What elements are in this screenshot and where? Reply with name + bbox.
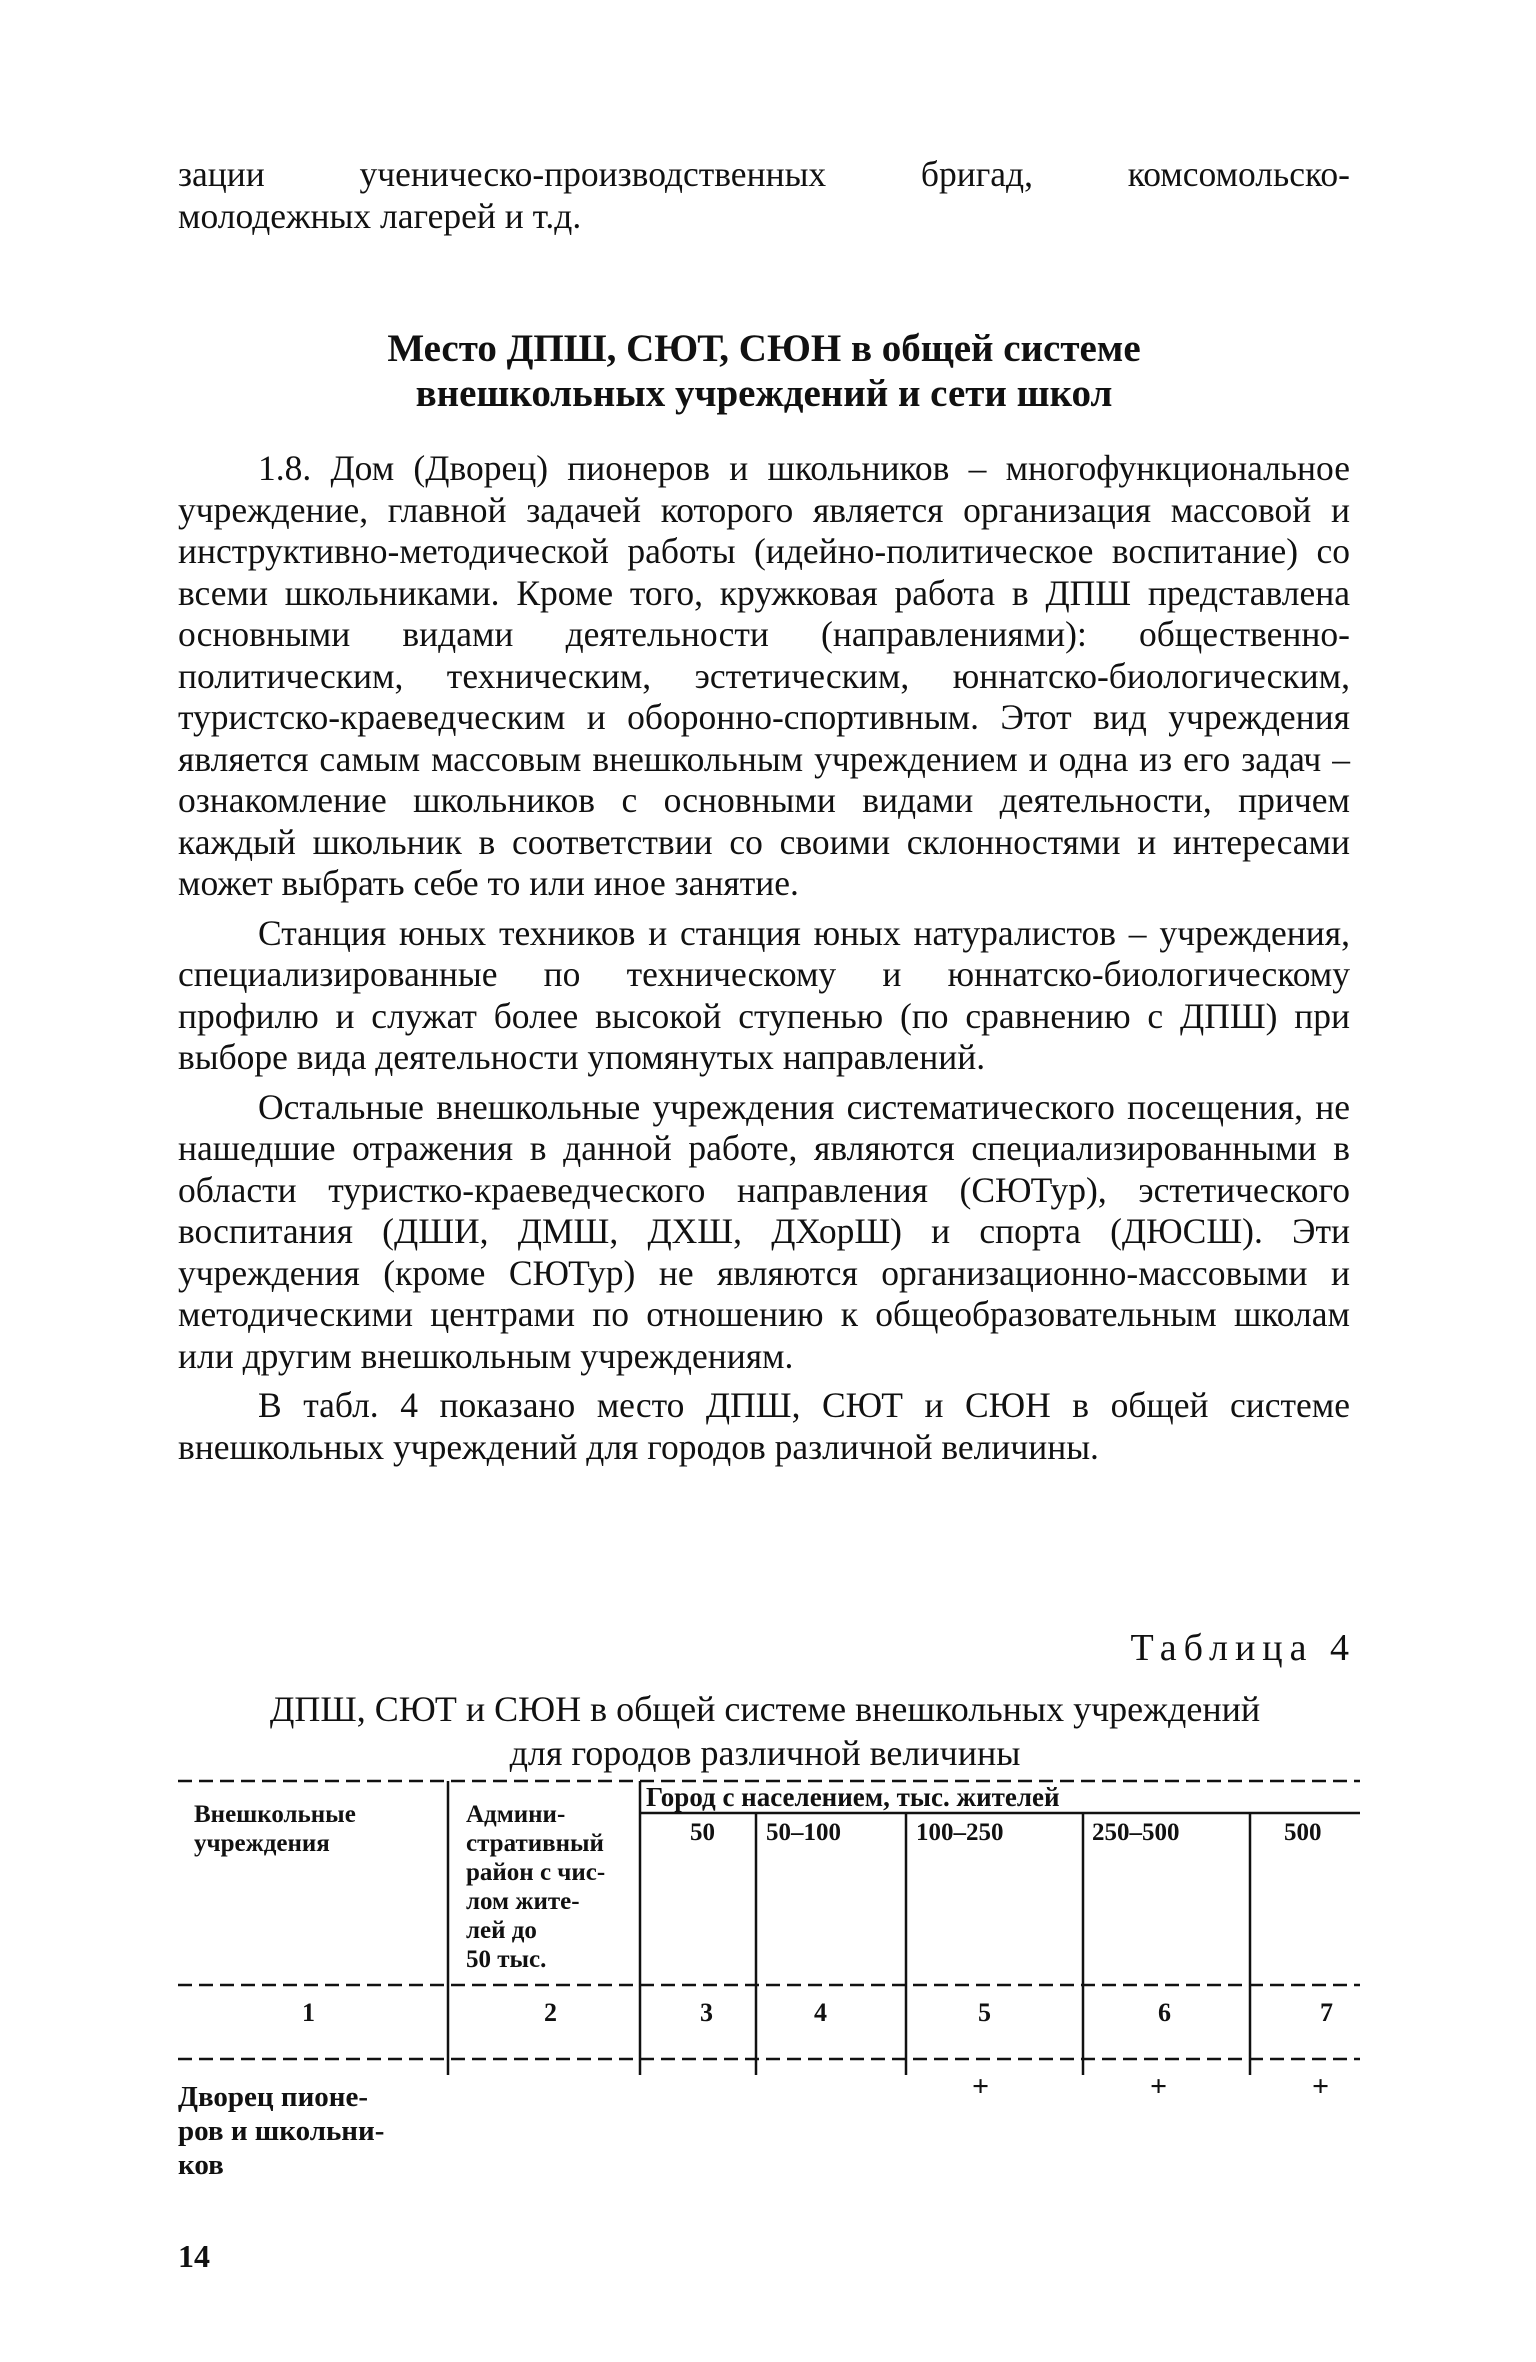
header-col2-line-3: район с чис-: [466, 1859, 606, 1886]
section-title-line-1: Место ДПШ, СЮТ, СЮН в общей системе: [387, 327, 1141, 370]
intro-line-1: зации ученическо-производственных бригад, комсомольско-: [178, 154, 1350, 194]
header-col1: [194, 1800, 356, 1858]
header-c3: 50: [690, 1819, 715, 1846]
body-text: [178, 448, 1350, 1468]
intro-line-2: молодежных лагерей и т.д.: [178, 196, 582, 236]
table-title-line-1: ДПШ, СЮТ и СЮН в общей системе внешкольных учреждений: [269, 1689, 1261, 1729]
header-col2-line-4: лом жите-: [466, 1888, 580, 1915]
header-c7: 500: [1284, 1819, 1322, 1846]
col-number-3: 3: [700, 1998, 713, 2027]
row-label-line-2: ров и школьни-: [178, 2115, 385, 2147]
header-c5: 100–250: [916, 1819, 1004, 1846]
section-title-line-2: внешкольных учреждений и сети школ: [415, 372, 1113, 415]
col-number-4: 4: [814, 1998, 827, 2027]
header-col2-line-1: Админи-: [466, 1801, 566, 1828]
paragraph-4: В табл. 4 показано место ДПШ, СЮТ и СЮН в общей системе внешкольных учреждений для городов различной величины.: [178, 1385, 1350, 1467]
col-number-1: 1: [302, 1998, 315, 2027]
table-title-line-2: для городов различной величины: [509, 1733, 1021, 1773]
paragraph-2: Станция юных техников и станция юных натуралистов – учреждения, специализированные по техническому и юннатско-биологическому профилю и служат более высокой ступенью (по сравнению с ДПШ) при выборе вида деятельности упомянутых направлений.: [178, 912, 1350, 1077]
header-c4: 50–100: [766, 1819, 841, 1846]
table-label: Таблица 4: [1130, 1627, 1356, 1669]
paragraph-1: 1.8. Дом (Дворец) пионеров и школьников – многофункциональное учреждение, главной задачей которого является организация массовой и инструктивно-методической работы (идейно-политическое воспитание) со всеми школьниками. Кроме того, кружковая работа в ДПШ представлена основными видами деятельности (направлениями): общественно-политическим, техническим, эстетическим, юннатско-биологическим, туристско-краеведческим и оборонно-спортивным. Этот вид учреждения является самым массовым внешкольным учреждением и одна из его задач – ознакомление школьников с основными видами деятельности, причем каждый школьник в соответствии со своими склонностями и интересами может выбрать себе то или иное занятие.: [178, 448, 1350, 903]
header-group: Город с населением, тыс. жителей: [646, 1782, 1060, 1812]
header-col2: [466, 1800, 605, 1974]
header-col1-line-2: учреждения: [194, 1830, 330, 1857]
header-col2-line-6: 50 тыс.: [466, 1946, 547, 1973]
header-col2-line-5: лей до: [466, 1917, 537, 1944]
header-col2-line-2: стративный: [466, 1830, 604, 1857]
row1-c6-mark: +: [1150, 2070, 1168, 2103]
row-label-line-3: ков: [178, 2149, 224, 2181]
row1-c5-mark: +: [972, 2070, 990, 2103]
col-number-6: 6: [1158, 1998, 1171, 2027]
header-c6: 250–500: [1092, 1819, 1180, 1846]
row-label-line-1: Дворец пионе-: [178, 2081, 369, 2113]
page-number: 14: [178, 2238, 210, 2274]
paragraph-3: Остальные внешкольные учреждения систематического посещения, не нашедшие отражения в данной работе, являются специализированными в области туристко-краеведческого направления (СЮТур), эстетического воспитания (ДШИ, ДМШ, ДХШ, ДХорШ) и спорта (ДЮСШ). Эти учреждения (кроме СЮТур) не являются организационно-массовыми и методическими центрами по отношению к общеобразовательным школам или другим внешкольным учреждениям.: [178, 1086, 1350, 1376]
header-col1-line-1: Внешкольные: [194, 1801, 356, 1828]
col-number-7: 7: [1320, 1998, 1333, 2027]
row1-c7-mark: +: [1312, 2070, 1330, 2103]
table-row-label: [178, 2080, 384, 2182]
col-number-2: 2: [544, 1998, 557, 2027]
col-number-5: 5: [978, 1998, 991, 2027]
